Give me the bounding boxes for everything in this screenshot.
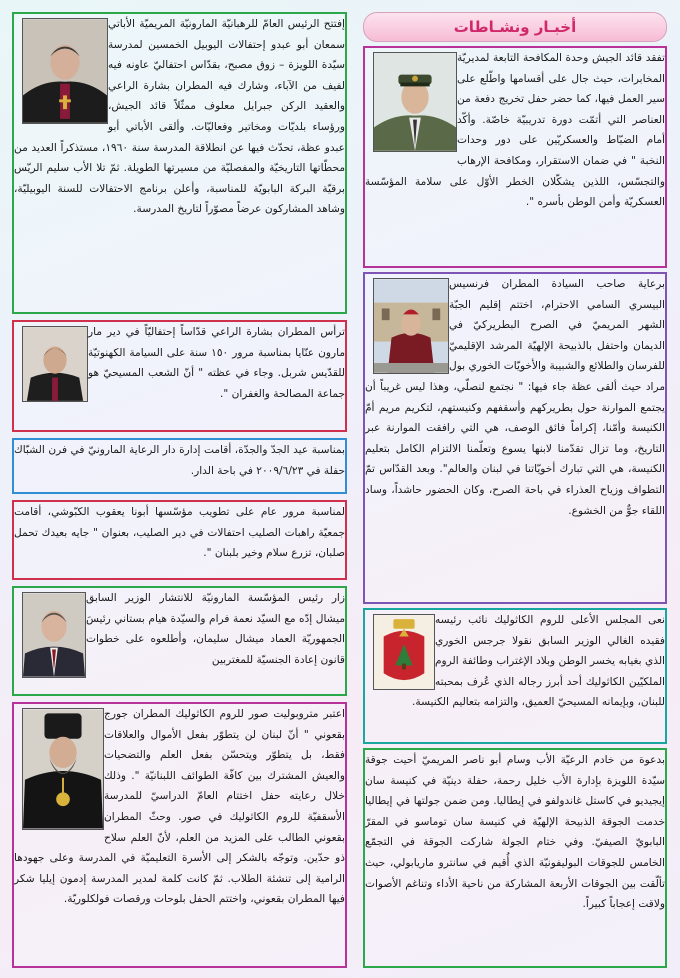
patriarch-text: برعاية صاحب السيادة المطران فرنسيس البيسري السامي الاحترام، اختتم إقليم الجبّة الشهر المريميّ في الصرح البطريركيّ في الديمان واحتفل بالذبيحة الإلهيّة المرشد الإقليميّ للفرسان والطلائع والشبيبة والأخويّات الخوري بول مراد حيث ألقى عظة جاء فيها: " نجتمع لنصلّي، وهذا ليس غريباً أن يجتمع الموارنة حول بطريركهم وأسقفهم وكنيستهم، لتكريم مريم أمّ الكنيسة وأمّنا، إكراماً فائق الوصف، هي التي رافقت الموارنة عبر التاريخ، وما تزال تقدّمنا لابنها يسوع وتعلّمنا الالتزام الكامل بتعليم الكنيسة، هي التي تبارك أخويّاتنا في لبنان والعالم". وبعد القدّاس تمّ التطواف وزياح العذراء في باحة الصرح، وكان الحضور حاشداً، وساد اللقاء جوٌّ من الخشوع. (365, 278, 665, 517)
rai-photo (22, 326, 88, 402)
article-army-commander (363, 46, 667, 268)
tyre-text: اعتبر متروبوليت صور للروم الكاثوليك المطران جورج بقعوني " أنّ لبنان لن يتطوّر بفعل الأموال والعلاقات فقط، بل يتطوّر ويتحسّن بفعل العلم والتضحيات والعيش المشترك بين كافّة الطوائف اللبنانيّة ". وذلك خلال رعايته حفل اختتام العامّ الدراسيّ للمدرسة الأسقفيّة للروم الكاثوليك في صور. وحثّ المطران بقعوني الطالب على المزيد من العلم، لأنّ العلم سلاح ذو حدّين. وتوجّه بالشكر إلى الأسرة التعليميّة في المدرسة وعلى جهودها الرامية إلى تنشئة الطلاب. ثمّ كانت كلمة لمدير المدرسة إدمون إيليا شكر فيها المطران بقعوني، واختتم الحفل بلوحات ورقصات فولكلوريّة. (14, 708, 345, 906)
army-commander-text: تفقد قائد الجيش وحدة المكافحة التابعة لمديريّة المخابرات، حيث جال على أقسامها واطّلع على سير العمل فيها، كما حضر حفل تخريج دفعة من العناصر التي أتمّت دورة تدريبيّة خاصّة. وأكّد أمام الضبّاط والعسكريّين على دور وحدات النخبة " في ضمان الاستقرار، ومكافحة الإرهاب والتجسّس، اللذين يشكّلان الخطر الأوّل على سلامة المؤسّسة العسكريّة وأمن الوطن بأسره ". (365, 52, 665, 209)
minister-text: زار رئيس المؤسّسة المارونيّة للانتشار الوزير السابق ميشال إدّه مع السيّد نعمة فرام والسيّدة هيام بستاني رئيسَ الجمهوريّة العماد ميشال سليمان، وأطلعوه على خطوات قانون إعادة الجنسيّة للمغتربين (86, 592, 345, 666)
sisters-text: لمناسبة مرور عام على تطويب مؤسّسها أبونا يعقوب الكبّوشي، أقامت جمعيّة راهبات الصليب احتفالات في دير الصليب، بعنوان " جايه بعيدك تحمل صلبان، تزرع سلام وخير بلبنان ". (14, 506, 345, 560)
article-cross-sisters (12, 500, 347, 580)
abbot-photo (22, 18, 108, 124)
council-emblem-icon (373, 614, 435, 690)
article-maronite-foundation (12, 586, 347, 696)
president-photo (22, 592, 86, 678)
article-louaize-choir (363, 748, 667, 968)
article-catholic-council (363, 608, 667, 744)
article-rai-mass (12, 320, 347, 432)
article-grandparents-feast (12, 438, 347, 494)
feast-text: بمناسبة عيد الجدّ والجدّة، أقامت إدارة دار الرعاية المارونيّ في فرن الشبّاك حفلة في ٢٠٠٩/٦/٢٣ في باحة الدار. (14, 444, 345, 477)
jubilee-text: إفتتح الرئيس العامّ للرهبانيّة المارونيّة المريميّة الأباتي سمعان أبو عبدو إحتفالات اليوبيل الخمسين لمدرسة سيّدة اللويزة – زوق مصبح، بقدّاس احتفاليّ عاونه فيه لفيف من الآباء، وشارك فيه المطران بشارة الراعي والعقيد الركن جبرايل معلوف ممثّلاً قائد الجيش، ورؤساء بلديّات ومخاتير وفعاليّات. وألقى الأباتي أبو عبدو عظة، تحدّث فيها عن انطلاقة المدرسة سنة ١٩٦٠، مستذكراً العديد من محطّاتها التاريخيّة والمفصليّة من مسيرتها الطويلة. ثمّ تلا الأب سليم الريّس برقيّة البركة البابويّة للمناسبة، وأعلن برنامج الاحتفالات للسنة اليوبيليّة، وشاهد المشاركون عرضاً مصوّراً لتاريخ المدرسة. (14, 18, 346, 216)
metropolitan-photo (22, 708, 104, 830)
choir-text: بدعوة من خادم الرعيّة الأب وسام أبو ناصر المريميّ أحيت جوقة سيّدة اللويزة بإدارة الأب خليل رحمة، حفلة دينيّة في كنيسة سان إيجيديو في كاستل غاندولفو في إيطاليا. ومن ضمن جولتها في إيطاليا خدمت الجوقة الذبيحة الإلهيّة في كنيسة سان توماسو في المقرّ البابويّ الصيفيّ. وفي ختام الجولة شاركت الجوقة في التجمّع الخامس للجوقات البوليفونيّة الذي أُقيم في سانترو ماريابولي، حيث تألّقت بين الجوقات الأربعة المشاركة من ناحية الأداء وتناغم الأصوات ولاقت إعجاباً كبيراً. (365, 754, 665, 911)
council-text: نعى المجلس الأعلى للروم الكاثوليك نائب رئيسه فقيده الغالي الوزير السابق نقولا جرجس الخوري الذي بغيابه يخسر الوطن وبلاد الإغتراب وطائفة الروم الملكيّين الكاثوليك أحد أبرز رجاله الذي عُرف بمحبته للبنان، وبإيمانه المسيحيّ العميق، والتزامه بتعاليم الكنيسة. (412, 614, 665, 709)
rai-text: ترأس المطران بشارة الراعي قدّاساً إحتفاليّاً في دير مار مارون عنّايا بمناسبة مرور ١٥٠ سنة على السيامة الكهنوتيّة للقدّيس شربل. وجاء في عظته " أنّ الشعب المسيحيّ هو جماعة المصالحة والغفران ". (88, 326, 346, 400)
army-commander-photo (373, 52, 457, 152)
patriarch-photo (373, 278, 449, 374)
section-title: أخبـار ونشـاطات (363, 12, 667, 42)
article-jubilee (12, 12, 347, 314)
article-tyre-metropolitan (12, 702, 347, 968)
article-patriarch (363, 272, 667, 604)
